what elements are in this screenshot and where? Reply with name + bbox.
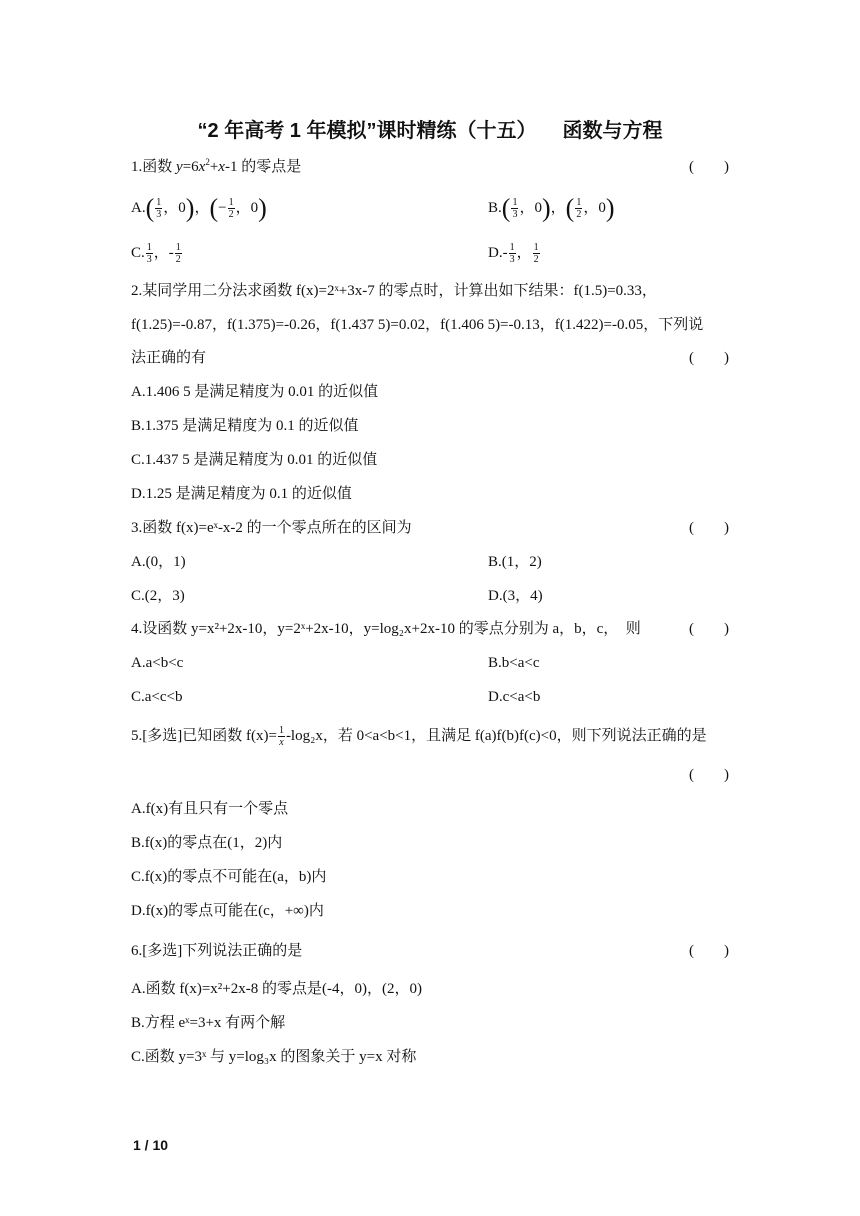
q3-option-c: C.(2，3) xyxy=(131,588,185,604)
q2-option-b: B.1.375 是满足精度为 0.1 的近似值 xyxy=(131,418,359,434)
page-title: “2 年高考 1 年模拟”课时精练（十五） 函数与方程 xyxy=(197,120,663,142)
q3-option-a: A.(0，1) xyxy=(131,554,186,570)
answer-paren: ( ) xyxy=(689,159,729,175)
q1-option-b: B.( $\frac{1}{3}$ ，0)，( $\frac{1}{2}$ ，0) xyxy=(488,193,615,223)
q4-option-c: C.a<c<b xyxy=(131,689,183,705)
q4-option-b: B.b<a<c xyxy=(488,655,540,671)
q5-option-a: A.f(x)有且只有一个零点 xyxy=(131,801,289,817)
page-number: 1 / 10 xyxy=(133,1137,169,1153)
q5-stem: 5.[多选]已知函数 f(x)= $\frac{1}{x}$ -log₂x，若 0<a<b<1，且满足 f(a)f(b)f(c)<0，则下列说法正确的是 xyxy=(131,725,707,748)
q3-option-b: B.(1，2) xyxy=(488,554,542,570)
answer-paren: ( ) xyxy=(689,350,729,366)
q1-option-a: A.( $\frac{1}{3}$ ，0)，(− $\frac{1}{2}$ ，0) xyxy=(131,193,267,223)
q3-option-d: D.(3，4) xyxy=(488,588,543,604)
q6-stem: 6.[多选]下列说法正确的是 xyxy=(131,943,303,959)
q1-stem: 1.函数 $y=6x^2+x-1$ 的零点是 xyxy=(131,157,302,175)
q2-option-a: A.1.406 5 是满足精度为 0.01 的近似值 xyxy=(131,384,379,400)
q6-option-a: A.函数 f(x)=x²+2x-8 的零点是(-4，0)，(2，0) xyxy=(131,981,422,997)
q3-stem: 3.函数 f(x)=eˣ-x-2 的一个零点所在的区间为 xyxy=(131,520,412,536)
q2-option-c: C.1.437 5 是满足精度为 0.01 的近似值 xyxy=(131,452,378,468)
q2-stem-line3: 法正确的有 xyxy=(131,350,207,366)
q2-stem-line1: 2.某同学用二分法求函数 f(x)=2ˣ+3x-7 的零点时，计算出如下结果：f(1.5)=0.33， xyxy=(131,283,657,299)
q1-option-c: C. $\frac{1}{3}$ ，- $\frac{1}{2}$ xyxy=(131,242,181,265)
answer-paren: ( ) xyxy=(689,943,729,959)
answer-paren: ( ) xyxy=(689,520,729,536)
q1-option-d: D.- $\frac{1}{3}$ ， $\frac{1}{2}$ xyxy=(488,242,539,265)
q2-option-d: D.1.25 是满足精度为 0.1 的近似值 xyxy=(131,486,352,502)
answer-paren: ( ) xyxy=(689,767,729,783)
q6-option-c: C.函数 y=3ˣ 与 y=log₃x 的图象关于 y=x 对称 xyxy=(131,1049,417,1065)
q5-option-d: D.f(x)的零点可能在(c，+∞)内 xyxy=(131,903,324,919)
q2-stem-line2: f(1.25)=-0.87，f(1.375)=-0.26，f(1.437 5)=0.02，f(1.406 5)=-0.13，f(1.422)=-0.05，下列说 xyxy=(131,317,704,333)
answer-paren: ( ) xyxy=(689,621,729,637)
q5-option-b: B.f(x)的零点在(1，2)内 xyxy=(131,835,283,851)
q6-option-b: B.方程 eˣ=3+x 有两个解 xyxy=(131,1015,286,1031)
q4-option-a: A.a<b<c xyxy=(131,655,184,671)
q5-option-c: C.f(x)的零点不可能在(a，b)内 xyxy=(131,869,327,885)
q4-option-d: D.c<a<b xyxy=(488,689,541,705)
q4-stem: 4.设函数 y=x²+2x-10，y=2ˣ+2x-10，y=log₂x+2x-10 的零点分别为 a，b，c， 则 xyxy=(131,621,641,637)
